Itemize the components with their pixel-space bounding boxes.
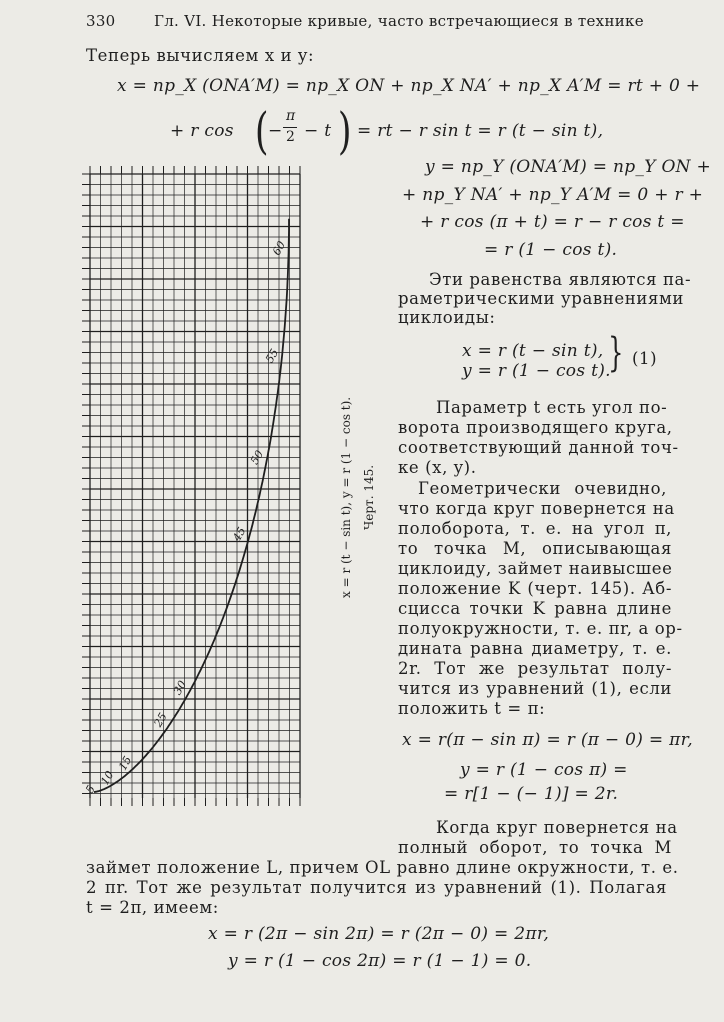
para4-line-5: t = 2π, имеем: (86, 898, 219, 917)
equation-number: (1) (632, 349, 658, 368)
para2-line-2: ворота производящего круга, (398, 418, 673, 437)
para2-line-3: соответствующий данной точ- (398, 438, 679, 457)
para3-line-5: циклоиду, займет наивысшее (398, 559, 673, 578)
equation-l-y: y = r (1 − cos 2π) = r (1 − 1) = 0. (228, 951, 532, 971)
intro-line: Теперь вычисляем x и y: (86, 46, 315, 65)
para3-line-10: 2r. Тот же результат полу- (398, 659, 672, 678)
equation-y-line-1: y = пр_Y (ONA′M) = пр_Y ON + (425, 157, 712, 177)
para1-line-2: раметрическими уравнениями (398, 289, 684, 308)
cycloid-figure (78, 158, 330, 814)
figure-caption-equation: x = r (t − sin t), y = r (1 − cos t). (339, 396, 353, 598)
curve-point-label: 15 (116, 753, 135, 773)
curve-point-label: 5 (83, 783, 98, 796)
figure-caption-number: Черт. 145. (362, 464, 376, 530)
para3-line-4: то точка M, описывающая (398, 539, 672, 558)
para1-line-3: циклоиды: (398, 308, 496, 327)
curve-point-label: 30 (170, 678, 190, 698)
curve-point-label: 50 (247, 448, 267, 467)
para3-line-12: положить t = π: (398, 699, 546, 718)
para3-line-3: полоборота, т. е. на угол π, (398, 519, 672, 538)
curve-point-label: 10 (98, 768, 117, 788)
para2-line-1: Параметр t есть угол по- (436, 398, 668, 417)
cycloid-curve (94, 219, 289, 792)
fraction-bar (283, 127, 297, 128)
equation-k-y-1: y = r (1 − cos π) = (460, 760, 628, 780)
para3-line-1: Геометрически очевидно, (418, 479, 667, 498)
equation-x-line-2-result: = rt − r sin t = r (t − sin t), (357, 121, 604, 141)
para4-line-3: займет положение L, причем OL равно длине окружности, т. е. (86, 858, 679, 877)
curve-point-label: 45 (230, 524, 249, 544)
para2-line-4: ке (x, y). (398, 458, 477, 477)
page-number: 330 (86, 12, 116, 30)
equation-y-line-3: + r cos (π + t) = r − r cos t = (420, 212, 685, 232)
curve-point-label: 60 (269, 238, 289, 258)
right-brace: } (608, 330, 624, 376)
equation-y-line-2: + пр_Y NA′ + пр_Y A′M = 0 + r + (402, 185, 704, 205)
para3-line-7: сцисса точки K равна длине (398, 599, 672, 618)
figure-grid (82, 166, 300, 806)
fraction-denominator: 2 (286, 129, 295, 145)
curve-point-labels (83, 239, 288, 796)
minus-sign: − (268, 121, 283, 141)
para3-line-11: чится из уравнений (1), если (398, 679, 672, 698)
para4-line-4: 2 πr. Тот же результат получится из уравнений (1). Полагая (86, 878, 667, 897)
minus-t: − t (304, 121, 332, 141)
para1-line-1: Эти равенства являются па- (429, 270, 692, 289)
right-big-paren: ) (337, 102, 352, 160)
system-eq-x: x = r (t − sin t), (462, 341, 604, 361)
equation-x-line-1: x = пр_X (ONA′M) = пр_X ON + пр_X NA′ + пр_X A′M = rt + 0 + (117, 76, 701, 96)
para3-line-8: полуокружности, т. е. πr, а ор- (398, 619, 683, 638)
para4-line-2: полный оборот, то точка M (398, 838, 672, 857)
running-title: Гл. VI. Некоторые кривые, часто встречающиеся в технике (154, 12, 644, 30)
equation-y-line-4: = r (1 − cos t). (484, 240, 618, 260)
equation-x-line-2-prefix: + r cos (170, 121, 234, 141)
equation-l-x: x = r (2π − sin 2π) = r (2π − 0) = 2πr, (208, 924, 550, 944)
curve-point-label: 55 (262, 346, 282, 366)
system-eq-y: y = r (1 − cos t). (462, 361, 611, 381)
equation-k-y-2: = r[1 − (− 1)] = 2r. (444, 784, 619, 804)
para4-line-1: Когда круг повернется на (436, 818, 678, 837)
fraction-numerator: π (286, 108, 296, 124)
left-big-paren: ( (254, 102, 269, 160)
para3-line-6: положение K (черт. 145). Аб- (398, 579, 672, 598)
equation-k-x: x = r(π − sin π) = r (π − 0) = πr, (402, 730, 693, 750)
para3-line-9: дината равна диаметру, т. е. (398, 639, 672, 658)
para3-line-2: что когда круг повернется на (398, 499, 675, 518)
curve-point-label: 25 (151, 710, 170, 730)
